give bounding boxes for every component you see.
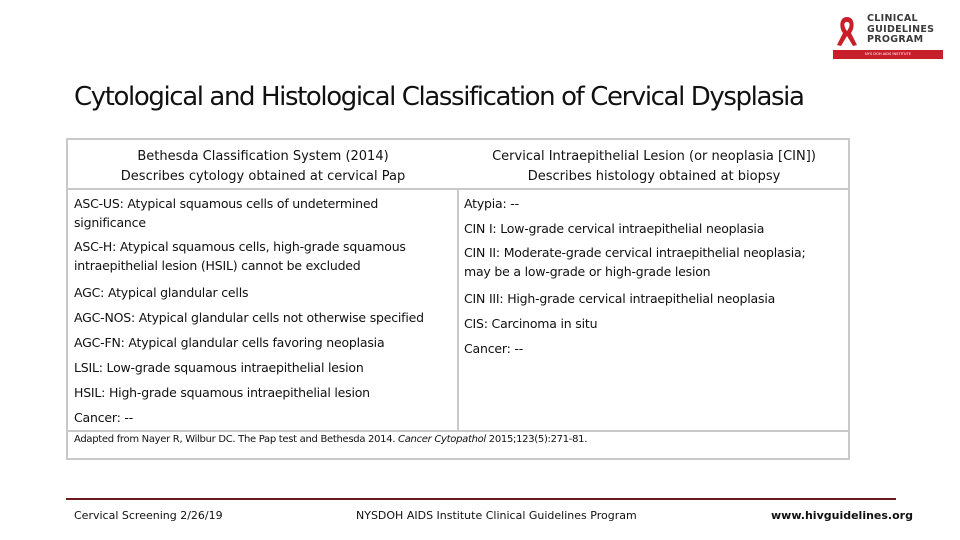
bethesda-row-agc	[74, 283, 248, 302]
row-desc: Atypical glandular cells	[104, 285, 249, 300]
reference-divider	[68, 430, 848, 432]
row-term: AGC-NOS:	[74, 310, 135, 325]
row-desc: Atypical squamous cells, high-grade squamous	[116, 239, 406, 254]
column-divider	[457, 188, 459, 430]
row-term: Cancer:	[74, 410, 121, 425]
red-ribbon-icon	[833, 14, 861, 48]
row-desc-cont: may be a low-grade or high-grade lesion	[464, 264, 711, 279]
logo-bar: NYS DOH AIDS INSTITUTE	[833, 50, 943, 59]
row-desc: Moderate-grade cervical intraepithelial neoplasia;	[499, 245, 806, 260]
logo-line-2: GUIDELINES	[867, 23, 935, 35]
logo-wordmark	[867, 14, 934, 46]
cin-row-cis	[464, 314, 597, 333]
footer-website-link[interactable]: www.hivguidelines.org	[771, 509, 913, 522]
cin-row-cancer	[464, 339, 523, 358]
row-desc: Atypical glandular cells not otherwise specified	[135, 310, 424, 325]
cin-row-cin-ii	[464, 243, 806, 281]
row-desc: Carcinoma in situ	[487, 316, 598, 331]
slide-title: Cytological and Histological Classification of Cervical Dysplasia	[74, 82, 804, 112]
bethesda-header-title: Bethesda Classification System (2014)	[137, 149, 389, 164]
row-term: HSIL:	[74, 385, 106, 400]
classification-table	[66, 138, 850, 460]
bethesda-row-cancer	[74, 408, 133, 427]
row-term: CIS:	[464, 316, 488, 331]
cin-row-atypia	[464, 194, 519, 213]
cin-header-title: Cervical Intraepithelial Lesion (or neoplasia [CIN])	[492, 149, 816, 164]
bethesda-row-hsil	[74, 383, 370, 402]
cin-header	[459, 149, 849, 185]
bethesda-row-asc-h	[74, 237, 406, 275]
row-desc: --	[506, 196, 519, 211]
row-desc: Atypical glandular cells favoring neoplasia	[124, 335, 385, 350]
reference-journal: Cancer Cytopathol	[398, 434, 486, 445]
reference-text: Adapted from Nayer R, Wilbur DC. The Pap test and Bethesda 2014.	[74, 434, 399, 445]
row-term: CIN III:	[464, 291, 504, 306]
row-term: ASC-H:	[74, 239, 117, 254]
bethesda-header	[68, 149, 458, 185]
row-desc-cont: intraepithelial lesion (HSIL) cannot be excluded	[74, 258, 361, 273]
row-term: AGC-FN:	[74, 335, 125, 350]
row-desc: Atypical squamous cells of undetermined	[123, 196, 379, 211]
cin-row-cin-i	[464, 219, 764, 238]
row-desc: High-grade cervical intraepithelial neoplasia	[503, 291, 776, 306]
row-desc: --	[510, 341, 524, 356]
row-desc-cont: significance	[74, 215, 146, 230]
row-term: LSIL:	[74, 360, 103, 375]
row-desc: Low-grade cervical intraepithelial neoplasia	[496, 221, 765, 236]
row-term: CIN II:	[464, 245, 500, 260]
footer-slide-info: Cervical Screening 2/26/19	[74, 509, 223, 522]
row-desc: High-grade squamous intraepithelial lesion	[105, 385, 370, 400]
program-logo	[833, 12, 943, 62]
row-desc: --	[120, 410, 134, 425]
source-reference	[74, 434, 587, 445]
logo-line-1: CLINICAL	[867, 13, 918, 24]
row-desc: Low-grade squamous intraepithelial lesion	[102, 360, 364, 375]
row-term: AGC:	[74, 285, 105, 300]
row-term: CIN I:	[464, 221, 497, 236]
footer-divider	[66, 498, 896, 500]
row-term: Atypia:	[464, 196, 507, 211]
cin-header-subtitle: Describes histology obtained at biopsy	[527, 169, 781, 184]
bethesda-header-subtitle: Describes cytology obtained at cervical Pap	[120, 169, 406, 184]
row-term: Cancer:	[464, 341, 511, 356]
bethesda-row-asc-us	[74, 194, 378, 232]
cin-row-cin-iii	[464, 289, 775, 308]
bethesda-row-agc-nos	[74, 308, 424, 327]
row-term: ASC-US:	[74, 196, 124, 211]
bethesda-row-lsil	[74, 358, 364, 377]
footer-program-name: NYSDOH AIDS Institute Clinical Guidelines Program	[356, 509, 637, 522]
reference-citation: 2015;123(5):271-81.	[485, 434, 588, 445]
bethesda-row-agc-fn	[74, 333, 384, 352]
logo-line-3: PROGRAM	[867, 34, 924, 45]
